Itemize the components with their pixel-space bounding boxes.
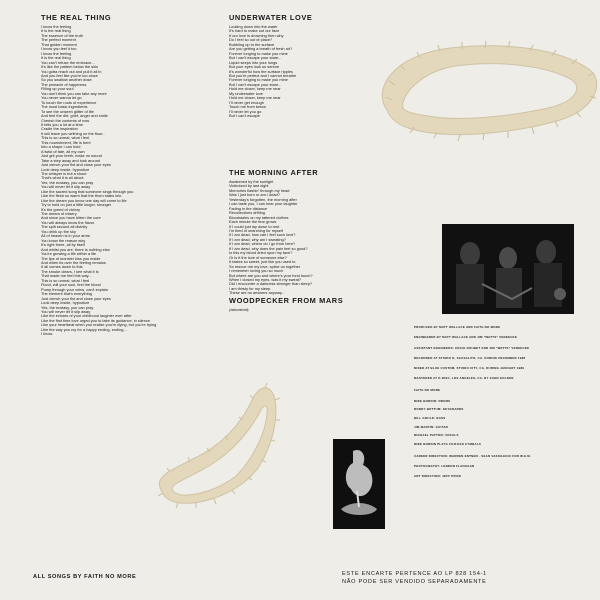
footer-notice-line-2: NÃO PODE SER VENDIDO SEPARADAMENTE bbox=[342, 579, 487, 585]
member-4: JIM MARTIN: GUITAR bbox=[414, 424, 448, 429]
credit-assistant: ASSISTANT ENGINEERS: CRAIG DOUBET AND JIM "WATTS" VEREECKE bbox=[414, 345, 530, 350]
song-title-woodpecker: WOODPECKER FROM MARS bbox=[229, 296, 344, 305]
member-5: MICHAEL PATTON: VOCALS bbox=[414, 433, 459, 438]
song-title-real-thing: THE REAL THING bbox=[41, 13, 112, 22]
song-title-morning-after: THE MORNING AFTER bbox=[229, 168, 319, 177]
credit-produced: PRODUCED BY MATT WALLACE AND FAITH NO MORE bbox=[414, 325, 501, 329]
song-title-underwater-love: UNDERWATER LOVE bbox=[229, 13, 313, 22]
member-3: BILL GOULD: BASS bbox=[414, 415, 446, 420]
credit-photography: PHOTOGRAPHY: LENDON FLANAGAN bbox=[414, 464, 475, 469]
banana-shape-icon bbox=[158, 383, 280, 508]
footer-notice-line-1: ESTE ENCARTE PERTENCE AO LP 828 154-1 bbox=[342, 571, 487, 577]
song-lyrics-real-thing: I know the feeling It is the real thing The essence of the truth The perfect moment That golden moment I know you feel it too I know the feeling It is the real thing You can't refuse the embrace... It's like the pattern below the skin You gotta reach out and pull it all in And you feel like you're too close So you swallow another dose The pinnacle of happiness Filling up your soul You don't think you can take any more You never wanna let go To touch the roots of experience The most basic ingredients To see the unseen glitter of life And feel the dirt, grief, anger and smile Cherish the contents of now It tells you a lot at a time Cradle the inspiration It will leave you writhing on the floor... This is so unreal, what I feel This nourishment, life is bent Into a shape I can hold A twist of fate, all my own Just grit your teeth, make no sound Take a step away and look around Just clench your fist and close your eyes Look deep inside, hypnotize The whisper is but a shout That's what it is all about Yes, the ecstasy, you can pray You will never let it slip away Like the sacred song that someone sings through you Like the flesh so warm that the thorn stabs into Like the dream you know one day will come to life Try to hold on just a little longer, stronger It's the greed of victory The dream of misery And since you have bitten the core You will always know the flavor The split second all divinity You drink up the sky All of heaven is in your arms You know the reason why It's right there, all by itself And whilst you are, there is nothing else You're growing a life within a life The lips of monster kiss you inside And when its over the feeling remains It all comes down to this The smoke clears, I see what it is That made me feel this way... This is so unreal, what I feel Flood, will your soul, feel the blood Pump through your veins, can't explain The element that's everything Just clench your fist and close your eyes Look deep inside, hypnotize Yes, the ecstasy, you can pray You will never let it slip away Like the echoes of your childhood laughter ever after Like the first time love urged you to take its guidance, in silence Like your heartbeat when you realize you're dying, but you're trying Like the way you cry for a happy ending, ending... I know. bbox=[41, 24, 157, 337]
credit-career: CAREER DIRECTION: WARREN ENTNER - SEAN VASSILEIOU FOR W.E.M. bbox=[414, 453, 531, 458]
album-credits bbox=[414, 325, 584, 485]
footer-songwriter-credit: ALL SONGS BY FAITH NO MORE bbox=[33, 574, 137, 580]
band-photo bbox=[442, 224, 574, 314]
footer-notice bbox=[342, 570, 487, 586]
member-1: MIKE BORDIN: DRUMS bbox=[414, 398, 451, 403]
credit-mastered: MASTERED AT K-DISC, LOS ANGELES, CA. BY JOHN GOLDEN bbox=[414, 376, 514, 381]
figure-photo bbox=[333, 439, 385, 529]
song-lyrics-underwater-love: Looking down into the water It's hard to make out our face If our love is drowning then why Do I feel so out of place? Bubbling up to the surface Are you getting a breath of fresh air? Forever longing to make you mine But I can't escape your stare... Liquid seeps into your lungs But your eyes look so serene It's wonderful how the surface ripples But you're perfect and I cannot breathe Forever longing to make you mine But I can't escape your stare... Hold me closer, keep me near My underwater love Hold me closer, keep me near I'll never get enough Touch me from below I'll never let you go But I can't escape bbox=[229, 24, 297, 119]
credit-mixed: MIXED AT BLUE CUSTOM, STUDIO CITY, CA. DURING JANUARY 1989 bbox=[414, 366, 525, 371]
member-6: MIKE BORDIN PLAYS ZILDJIAN CYMBALS bbox=[414, 441, 482, 446]
credit-recorded: RECORDED AT STUDIO D, SAUSALITO, CA. DURING DECEMBER 1988 bbox=[414, 355, 526, 360]
credit-art: ART DIRECTION: JEFF PRICE bbox=[414, 474, 462, 479]
song-lyrics-morning-after: Awakened by the sunlight Victimized by last night Memories flashin' through my head Was I just born or am I dead? Yesterday's forgotten, the morning after I can taste you, I can hear your laughter Fading in the distance Recollections drifting Bloodstains on my tattered clothes Each minute the fear grows If I could just lay down to rest I'm tired of searching for myself If I am dead, how can I feel such love? If I am dead, why am I sweating? If I am dead, where do I go from here? If I am dead, why does the pain feel so good? Is this my blood dried upon my face? Or is it the love of someone else? It tastes so sweet, just like you used to So rescue me my love, splice us together I remember loving you so much But where are you and where's your fond touch? When I closed my eyes, was it my sweat? Did I encounter a darkness stronger than sleep? I am thirsty for my sleep These are no answers anyway... bbox=[229, 179, 313, 296]
song-note-woodpecker: (instrumental) bbox=[229, 308, 249, 312]
member-2: RODDY BOTTUM: KEYBOARDS bbox=[414, 407, 464, 412]
credit-engineered: ENGINEERED BY MATT WALLACE AND JIM "WATTS" VEREECKE bbox=[414, 335, 518, 340]
band-heading: FAITH NO MORE bbox=[414, 388, 441, 393]
